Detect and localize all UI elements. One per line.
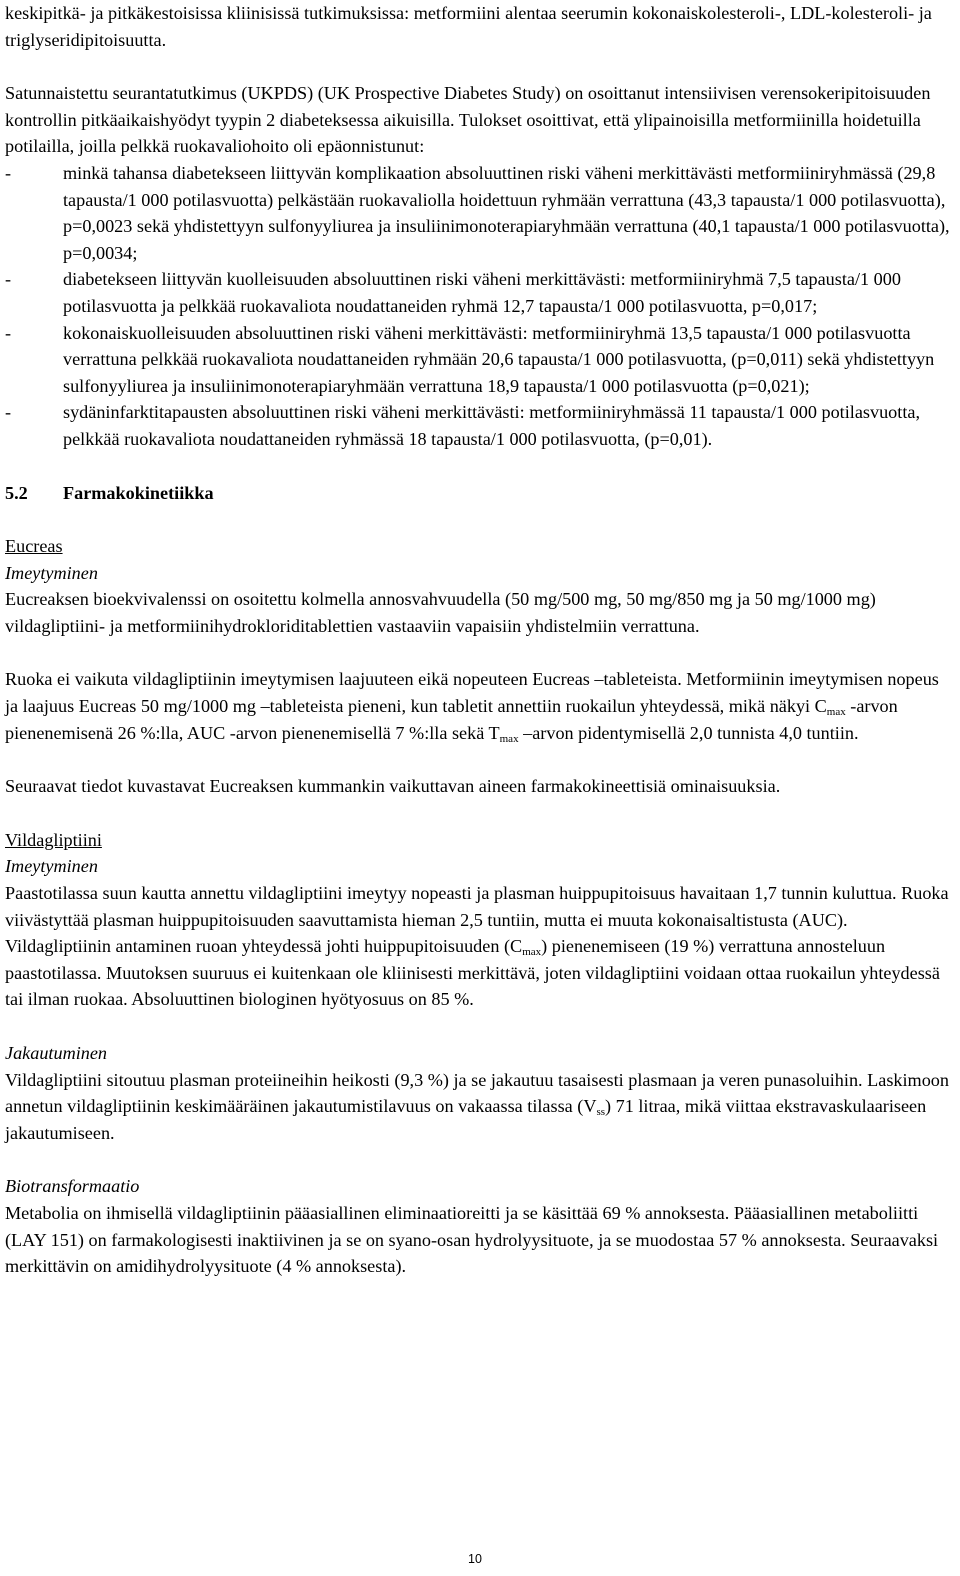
list-item: - diabetekseen liittyvän kuolleisuuden absoluuttinen riski väheni merkittävästi: metformiiniryhmä 7,5 tapausta/1 000 potilasvuotta ja pelkkää ruokavaliota noudattaneiden ryhmä 12,7 tapausta/1 000 potilasvuotta, p=0,017; [5, 266, 955, 319]
document-page [5, 0, 955, 1280]
vildagliptin-distribution-paragraph: Vildagliptiini sitoutuu plasman proteiineihin heikosti (9,3 %) ja se jakautuu tasaisesti plasmaan ja veren punasoluihin. Laskimoon annetun vildagliptiinin keskimääräinen jakautumistilavuus on vakaassa tilassa $(V_{ss})$ 71 litraa, mikä viittaa ekstravaskulaariseen jakautumiseen. [5, 1069, 949, 1143]
eucreas-absorption-subheading: Imeytyminen [5, 562, 98, 583]
eucreas-heading: Eucreas [5, 536, 63, 557]
vildagliptin-absorption-subheading: Imeytyminen [5, 856, 98, 877]
list-dash: - [5, 269, 12, 290]
section-number: 5.2 [5, 482, 28, 503]
section-heading [5, 480, 955, 507]
ukpds-paragraph: Satunnaistettu seurantatutkimus (UKPDS) (UK Prospective Diabetes Study) on osoittanut intensiivisen verensokeripitoisuuden kontrollin pitkäaikaishyödyt tyypin 2 diabeteksessa aikuisilla. Tulokset osoittivat, että ylipainoisilla metformiinilla hoidetuilla potilailla, joilla pelkkä ruokavaliohoito oli epäonnistunut: [5, 83, 931, 157]
vildagliptin-heading: Vildagliptiini [5, 829, 102, 850]
vildagliptin-biotransformation-subheading: Biotransformaatio [5, 1176, 140, 1197]
list-item: - kokonaiskuolleisuuden absoluuttinen riski väheni merkittävästi: metformiiniryhmä 13,5 tapausta/1 000 potilasvuotta verrattuna pelkkää ruokavaliota noudattaneiden ryhmään 20,6 tapausta/1 000 potilasvuotta, (p=0,011) sekä yhdistettyyn sulfonyyliurea ja insuliinimonoterapiaryhmään verrattuna 18,9 tapausta/1 000 potilasvuotta (p=0,021); [5, 320, 955, 400]
eucreas-summary-paragraph: Seuraavat tiedot kuvastavat Eucreaksen kummankin vaikuttavan aineen farmakokineettisiä ominaisuuksia. [5, 776, 781, 797]
list-item: - minkä tahansa diabetekseen liittyvän komplikaation absoluuttinen riski väheni merkittävästi metformiiniryhmässä (29,8 tapausta/1 000 potilasvuotta) pelkästään ruokavaliolla hoidettuun ryhmään verrattuna (43,3 tapausta/1 000 potilasvuotta), p=0,0023 sekä yhdistettyyn sulfonyyliurea ja insuliinimonoterapiaryhmään verrattuna (40,1 tapausta/1 000 potilasvuotta), p=0,0034; [5, 160, 955, 266]
eucreas-food-effect-paragraph: Ruoka ei vaikuta vildagliptiinin imeytymisen laajuuteen eikä nopeuteen Eucreas –tableteista. Metformiinin imeytymisen nopeus ja laajuus Eucreas 50 mg/1000 mg –tableteista pieneni, kun tabletit annettiin ruokailun yhteydessä, mikä näkyi $C_{max}$ -arvon pienenemisenä 26 %:lla, AUC -arvon pienenemisellä 7 %:lla sekä $T_{max}$ –arvon pidentymisellä 2,0 tunnista 4,0 tuntiin. [5, 669, 939, 745]
list-dash: - [5, 162, 12, 183]
vildagliptin-distribution-subheading: Jakautuminen [5, 1043, 108, 1063]
eucreas-bioequivalence-paragraph: Eucreaksen bioekvivalenssi on osoitettu kolmella annosvahvuudella (50 mg/500 mg, 50 mg/850 mg ja 50 mg/1000 mg) vildagliptiini- ja metformiinihydrokloriditablettien vastaaviin vapaisiin yhdistelmiin verrattuna. [5, 589, 876, 636]
page-number: 10 [468, 1552, 482, 1566]
vildagliptin-biotransformation-paragraph: Metabolia on ihmisellä vildagliptiinin pääasiallinen eliminaatioreitti ja se käsittää 69 % annoksesta. Pääasiallinen metaboliitti (LAY 151) on farmakologisesti inaktiivinen ja se on syano-osan hydrolyysituote, ja se muodostaa 57 % annoksesta. Seuraavaksi merkittävin on amidihydrolyysituote (4 % annoksesta). [5, 1202, 939, 1277]
results-list [5, 160, 955, 453]
list-dash: - [5, 322, 12, 343]
intro-paragraph-1: keskipitkä- ja pitkäkestoisissa kliinisissä tutkimuksissa: metformiini alentaa seerumin kokonaiskolesteroli-, LDL-kolesteroli- ja triglyseridipitoisuutta. [5, 3, 932, 50]
list-dash: - [5, 402, 12, 423]
vildagliptin-absorption-paragraph: Paastotilassa suun kautta annettu vildagliptiini imeytyy nopeasti ja plasman huippupitoisuus havaitaan 1,7 tunnin kuluttua. Ruoka viivästyttää plasman huippupitoisuuden saavuttamista hieman 2,5 tuntiin, mutta ei muuta kokonaisaltistusta (AUC). Vildagliptiinin antaminen ruoan yhteydessä johti huippupitoisuuden $(C_{max})$ pienenemiseen (19 %) verrattuna annosteluun paastotilassa. Muutoksen suuruus ei kuitenkaan ole kliinisesti merkittävä, joten vildagliptiini voidaan ottaa ruokailun yhteydessä tai ilman ruokaa. Absoluuttinen biologinen hyötyosuus on 85 %. [5, 883, 949, 1010]
list-item: - sydäninfarktitapausten absoluuttinen riski väheni merkittävästi: metformiiniryhmässä 11 tapausta/1 000 potilasvuotta, pelkkää ruokavaliota noudattaneiden ryhmässä 18 tapausta/1 000 potilasvuotta, (p=0,01). [5, 399, 955, 452]
section-title: Farmakokinetiikka [63, 482, 214, 503]
